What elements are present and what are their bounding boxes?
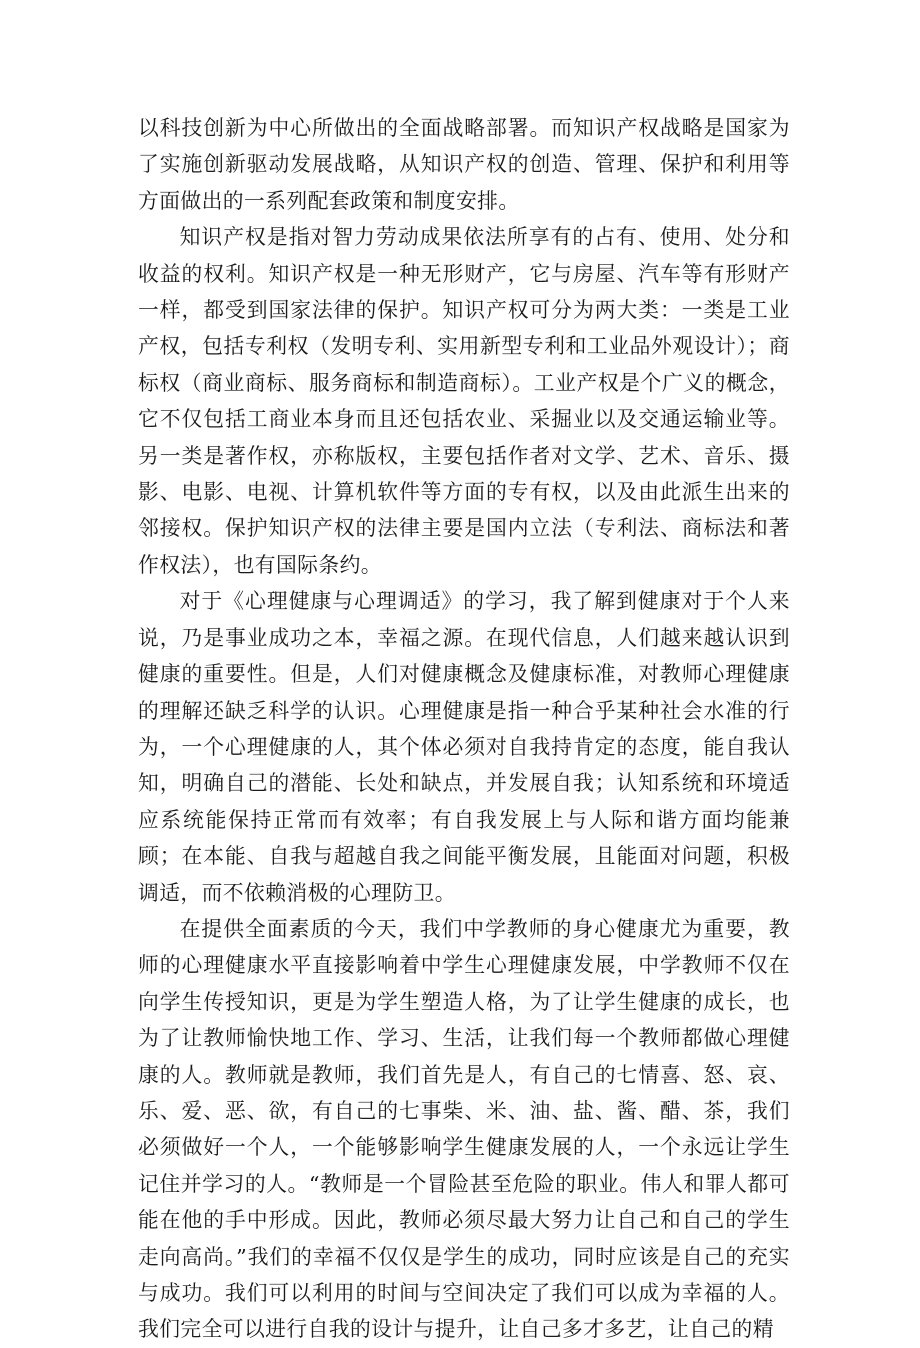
document-body	[138, 110, 790, 1348]
paragraph-teacher-health: 在提供全面素质的今天，我们中学教师的身心健康尤为重要，教师的心理健康水平直接影响着中学生心理健康发展，中学教师不仅在向学生传授知识，更是为学生塑造人格，为了让学生健康的成长，也为了让教师愉快地工作、学习、生活，让我们每一个教师都做心理健康的人。教师就是教师，我们首先是人，有自己的七情喜、怒、哀、乐、爱、恶、欲，有自己的七事柴、米、油、盐、酱、醋、茶，我们必须做好一个人，一个能够影响学生健康发展的人，一个永远让学生记住并学习的人。“教师是一个冒险甚至危险的职业。伟人和罪人都可能在他的手中形成。因此，教师必须尽最大努力让自己和自己的学生走向高尚。”我们的幸福不仅仅是学生的成功，同时应该是自己的充实与成功。我们可以利用的时间与空间决定了我们可以成为幸福的人。我们完全可以进行自我的设计与提升，让自己多才多艺，让自己的精	[138, 916, 790, 1342]
paragraph-mental-health: 对于《心理健康与心理调适》的学习，我了解到健康对于个人来说，乃是事业成功之本，幸福之源。在现代信息，人们越来越认识到健康的重要性。但是，人们对健康概念及健康标准，对教师心理健康的理解还缺乏科学的认识。心理健康是指一种合乎某种社会水准的行为，一个心理健康的人，其个体必须对自我持肯定的态度，能自我认知，明确自己的潜能、长处和缺点，并发展自我；认知系统和环境适应系统能保持正常而有效率；有自我发展上与人际和谐方面均能兼顾；在本能、自我与超越自我之间能平衡发展，且能面对问题，积极调适，而不依赖消极的心理防卫。	[138, 589, 790, 905]
paragraph-intellectual-property: 知识产权是指对智力劳动成果依法所享有的占有、使用、处分和收益的权利。知识产权是一种无形财产，它与房屋、汽车等有形财产一样，都受到国家法律的保护。知识产权可分为两大类：一类是工业产权，包括专利权（发明专利、实用新型专利和工业品外观设计）；商标权（商业商标、服务商标和制造商标）。工业产权是个广义的概念，它不仅包括工商业本身而且还包括农业、采掘业以及交通运输业等。另一类是著作权，亦称版权，主要包括作者对文学、艺术、音乐、摄影、电影、电视、计算机软件等方面的专有权，以及由此派生出来的邻接权。保护知识产权的法律主要是国内立法（专利法、商标法和著作权法），也有国际条约。	[138, 225, 790, 577]
paragraph-continuation: 以科技创新为中心所做出的全面战略部署。而知识产权战略是国家为了实施创新驱动发展战略，从知识产权的创造、管理、保护和利用等方面做出的一系列配套政策和制度安排。	[138, 116, 790, 213]
